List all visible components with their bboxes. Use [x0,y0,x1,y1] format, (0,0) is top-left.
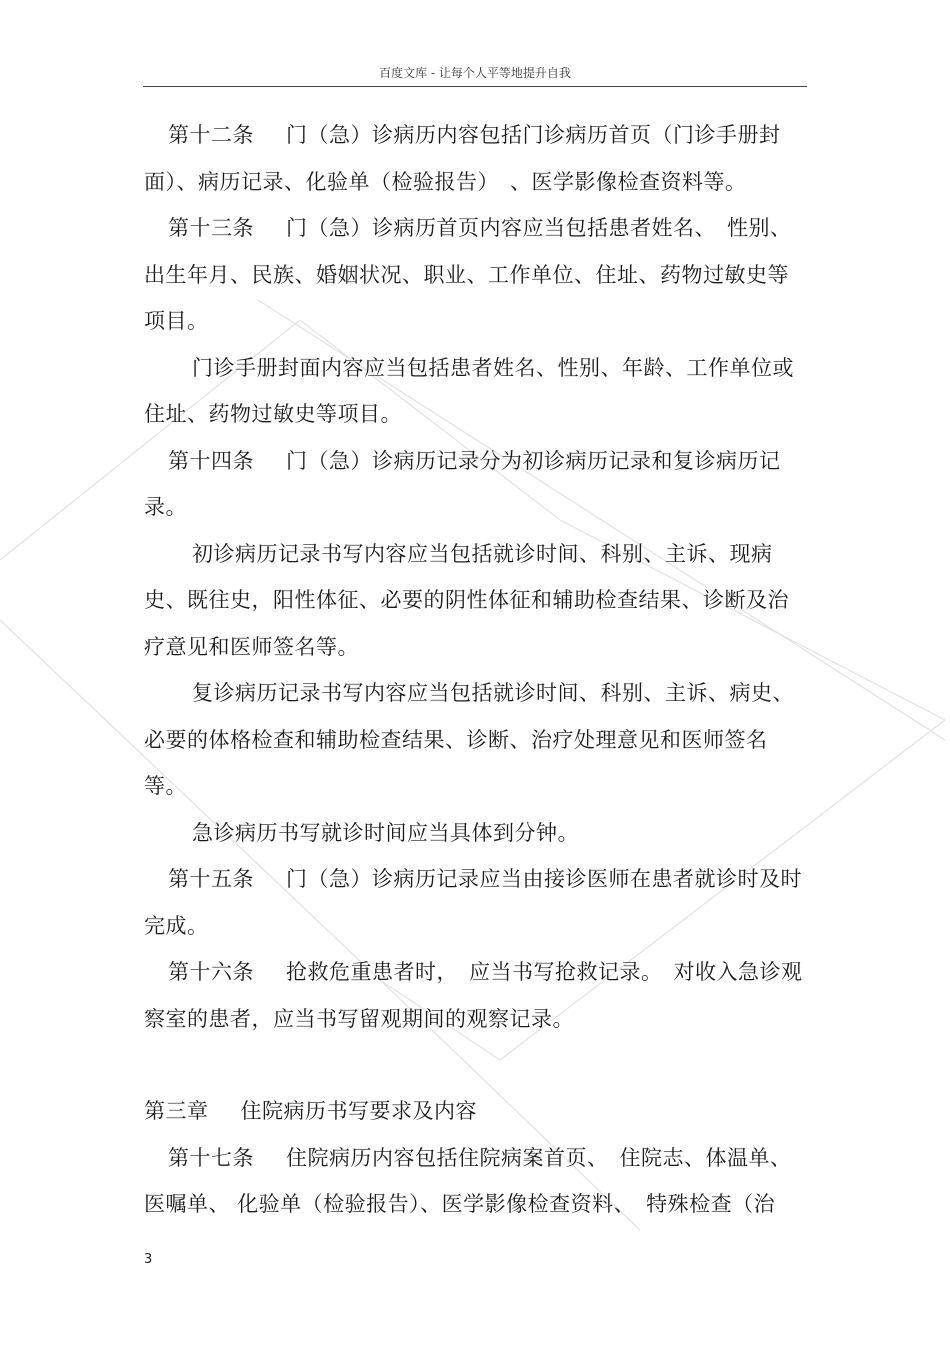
article-text: 门（急）诊病历内容包括门诊病历首页（门诊手册封面）、病历记录、化验单（检验报告） 、医学影像检查资料等。 [144,123,781,194]
article-label: 第十七条 [168,1145,254,1170]
article-label: 第十四条 [168,448,254,473]
page-header: 百度文库 - 让每个人平等地提升自我 [379,66,571,80]
article-label: 第十二条 [168,123,254,147]
paragraph: 复诊病历记录书写内容应当包括就诊时间、科别、主诉、病史、必要的体格检查和辅助检查结果、诊断、治疗处理意见和医师签名等。 [144,681,794,798]
article-text: 抢救危重患者时， 应当书写抢救记录。 对收入急诊观察室的患者，应当书写留观期间的观察记录。 [144,960,803,1031]
article-13 [144,205,808,345]
header-divider [143,86,807,87]
article-17 [144,1135,808,1228]
paragraph: 初诊病历记录书写内容应当包括就诊时间、科别、主诉、现病史、既往史，阳性体征、必要的阴性体征和辅助检查结果、诊断及治疗意见和医师签名等。 [144,541,789,659]
article-text: 住院病历内容包括住院病案首页、 住院志、体温单、医嘱单、 化验单（检验报告）、医学影像检查资料、 特殊检查（治 [144,1145,792,1216]
page-number: 3 [144,1252,153,1267]
article-15 [144,856,808,949]
article-12 [144,112,808,205]
article-16 [144,949,808,1042]
article-14 [144,438,808,531]
paragraph: 门诊手册封面内容应当包括患者姓名、性别、年龄、工作单位或住址、药物过敏史等项目。 [144,355,794,426]
paragraph: 急诊病历书写就诊时间应当具体到分钟。 [192,820,579,845]
document-body [144,112,808,1228]
chapter-heading [144,1088,808,1135]
article-text: 门（急）诊病历记录分为初诊病历记录和复诊病历记录。 [144,448,781,519]
article-label: 第十五条 [168,867,254,891]
chapter-label: 第三章 [144,1099,209,1123]
article-text: 门（急）诊病历记录应当由接诊医师在患者就诊时及时完成。 [144,867,802,938]
chapter-title: 住院病历书写要求及内容 [240,1099,477,1123]
article-label: 第十六条 [168,960,254,984]
article-text: 门（急）诊病历首页内容应当包括患者姓名、 性别、出生年月、民族、婚姻状况、职业、工作单位、住址、药物过敏史等项目。 [144,216,792,333]
article-label: 第十三条 [168,216,254,240]
